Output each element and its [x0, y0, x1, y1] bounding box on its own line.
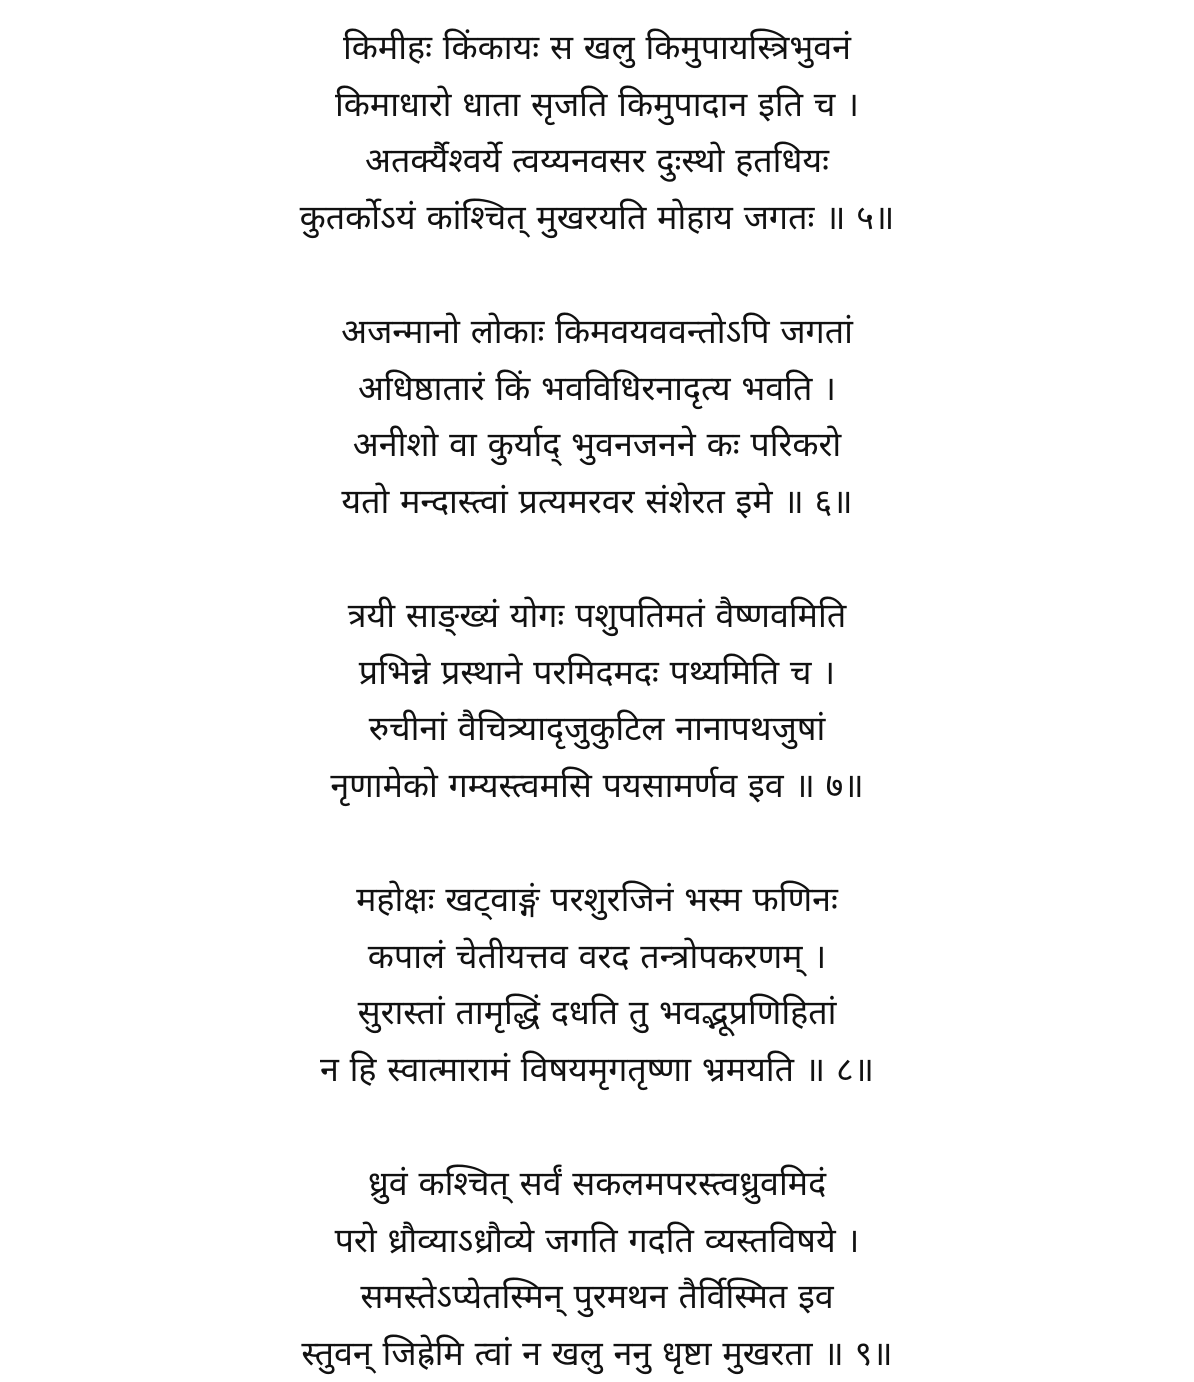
- verse-line: कपालं चेतीयत्तव वरद तन्त्रोपकरणम् ।: [0, 929, 1194, 986]
- verse-line: परो ध्रौव्याऽध्रौव्ये जगति गदति व्यस्तविषये ।: [0, 1213, 1194, 1270]
- verse-line: अनीशो वा कुर्याद् भुवनजनने कः परिकरो: [0, 417, 1194, 474]
- verse-line: नृणामेको गम्यस्त्वमसि पयसामर्णव इव ॥ ७॥: [0, 758, 1194, 815]
- verse-6: [0, 304, 1194, 530]
- verse-line: किमाधारो धाता सृजति किमुपादान इति च ।: [0, 77, 1194, 134]
- verse-line: स्तुवन् जिह्रेमि त्वां न खलु ननु धृष्टा मुखरता ॥ ९॥: [0, 1326, 1194, 1382]
- verse-line: त्रयी साङ्ख्यं योगः पशुपतिमतं वैष्णवमिति: [0, 588, 1194, 645]
- verse-line: समस्तेऽप्येतस्मिन् पुरमथन तैर्विस्मित इव: [0, 1269, 1194, 1326]
- verse-line: सुरास्तां तामृद्धिं दधति तु भवद्भूप्रणिहितां: [0, 985, 1194, 1042]
- verse-line: अजन्मानो लोकाः किमवयववन्तोऽपि जगतां: [0, 304, 1194, 361]
- verse-line: कुतर्कोऽयं कांश्चित् मुखरयति मोहाय जगतः ॥ ५॥: [0, 190, 1194, 247]
- verse-9: [0, 1156, 1194, 1382]
- verse-7: [0, 588, 1194, 814]
- verse-line: ध्रुवं कश्चित् सर्वं सकलमपरस्त्वध्रुवमिदं: [0, 1156, 1194, 1213]
- verse-line: न हि स्वात्मारामं विषयमृगतृष्णा भ्रमयति ॥ ८॥: [0, 1042, 1194, 1099]
- verse-line: किमीहः किंकायः स खलु किमुपायस्त्रिभुवनं: [0, 20, 1194, 77]
- verse-line: प्रभिन्ने प्रस्थाने परमिदमदः पथ्यमिति च ।: [0, 645, 1194, 702]
- verse-8: [0, 872, 1194, 1098]
- verse-line: अतर्क्यैश्वर्ये त्वय्यनवसर दुःस्थो हतधियः: [0, 133, 1194, 190]
- verse-line: अधिष्ठातारं किं भवविधिरनादृत्य भवति ।: [0, 361, 1194, 418]
- verse-line: यतो मन्दास्त्वां प्रत्यमरवर संशेरत इमे ॥ ६॥: [0, 474, 1194, 531]
- verse-line: महोक्षः खट्वाङ्गं परशुरजिनं भस्म फणिनः: [0, 872, 1194, 929]
- verse-5: [0, 20, 1194, 246]
- verse-line: रुचीनां वैचित्र्यादृजुकुटिल नानापथजुषां: [0, 701, 1194, 758]
